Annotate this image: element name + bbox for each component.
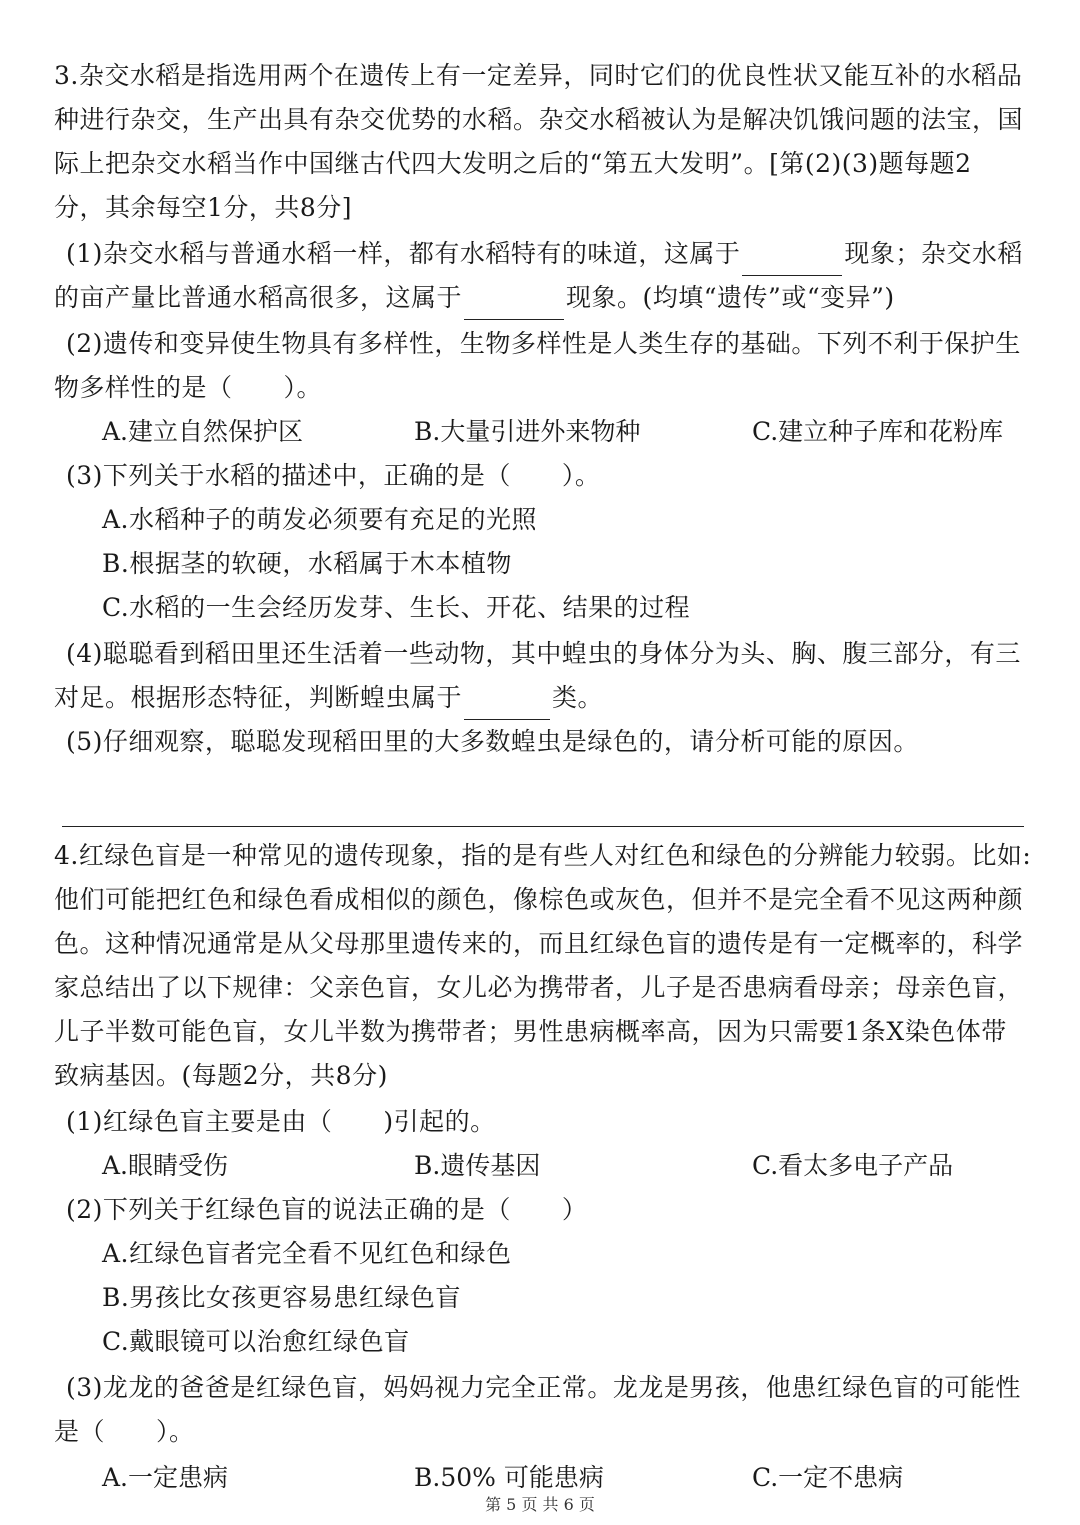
q4-intro-line: 色。这种情况通常是从父母那里遗传来的，而且红绿色盲的遗传是有一定概率的，科学 (54, 929, 1024, 958)
answer-line[interactable] (62, 826, 1024, 827)
option-c[interactable]: C.建立种子库和花粉库 (752, 417, 1004, 446)
q3-part2-line2: 物多样性的是（ ）。 (54, 373, 323, 402)
q4-part2-line: (2)下列关于红绿色盲的说法正确的是（ ） (66, 1195, 588, 1224)
fill-blank[interactable] (464, 289, 564, 320)
option-a[interactable]: A.红绿色盲者完全看不见红色和绿色 (102, 1239, 512, 1268)
option-b[interactable]: B.根据茎的软硬，水稻属于木本植物 (102, 549, 512, 578)
option-a[interactable]: A.一定患病 (102, 1463, 229, 1492)
q4-intro-line: 4.红绿色盲是一种常见的遗传现象，指的是有些人对红色和绿色的分辨能力较弱。比如: (54, 841, 1032, 870)
q3-part4-line1: (4)聪聪看到稻田里还生活着一些动物，其中蝗虫的身体分为头、胸、腹三部分，有三 (66, 639, 1021, 668)
q3-intro-line: 3.杂交水稻是指选用两个在遗传上有一定差异，同时它们的优良性状又能互补的水稻品 (54, 61, 1023, 90)
q3-part1-line1 (66, 232, 1046, 276)
q3-part1-text: 现象；杂交水稻 (844, 239, 1023, 268)
q4-part1-options (102, 1144, 1032, 1188)
q3-part3-line: (3)下列关于水稻的描述中，正确的是（ ）。 (66, 461, 601, 490)
q4-part1-line: (1)红绿色盲主要是由（ )引起的。 (66, 1107, 496, 1136)
q4-part3-line1: (3)龙龙的爸爸是红绿色盲，妈妈视力完全正常。龙龙是男孩，他患红绿色盲的可能性 (66, 1373, 1021, 1402)
q3-part1-text: 现象。(均填“遗传”或“变异”) (566, 283, 895, 312)
q4-intro-line: 致病基因。(每题2分，共8分) (54, 1061, 388, 1090)
option-c[interactable]: C.看太多电子产品 (752, 1151, 954, 1180)
q3-part4-line2 (54, 676, 1034, 720)
page-number: 第 5 页 共 6 页 (485, 1495, 595, 1514)
option-b[interactable]: B.50% 可能患病 (414, 1463, 604, 1492)
option-b[interactable]: B.男孩比女孩更容易患红绿色盲 (102, 1283, 461, 1312)
option-c[interactable]: C.一定不患病 (752, 1463, 904, 1492)
q4-intro-line: 儿子半数可能色盲，女儿半数为携带者；男性患病概率高，因为只需要1条X染色体带 (54, 1017, 1007, 1046)
q4-intro-line: 他们可能把红色和绿色看成相似的颜色，像棕色或灰色，但并不是完全看不见这两种颜 (54, 885, 1024, 914)
fill-blank[interactable] (464, 689, 550, 720)
q3-part1-line2 (54, 276, 1034, 320)
q3-part2-line1: (2)遗传和变异使生物具有多样性，生物多样性是人类生存的基础。下列不利于保护生 (66, 329, 1021, 358)
option-a[interactable]: A.建立自然保护区 (102, 417, 304, 446)
q3-part4-text: 类。 (552, 683, 604, 712)
q3-part1-text: 的亩产量比普通水稻高很多，这属于 (54, 283, 463, 312)
q4-intro-line: 家总结出了以下规律：父亲色盲，女儿必为携带者，儿子是否患病看母亲；母亲色盲， (54, 973, 1024, 1002)
option-a[interactable]: A.水稻种子的萌发必须要有充足的光照 (102, 505, 538, 534)
option-b[interactable]: B.大量引进外来物种 (414, 417, 641, 446)
q3-part5-line: (5)仔细观察，聪聪发现稻田里的大多数蝗虫是绿色的，请分析可能的原因。 (66, 727, 919, 756)
option-c[interactable]: C.戴眼镜可以治愈红绿色盲 (102, 1327, 410, 1356)
q3-part1-text: (1)杂交水稻与普通水稻一样，都有水稻特有的味道，这属于 (66, 239, 741, 268)
q3-intro-line: 种进行杂交，生产出具有杂交优势的水稻。杂交水稻被认为是解决饥饿问题的法宝，国 (54, 105, 1024, 134)
q4-part3-line2: 是（ ）。 (54, 1417, 195, 1446)
q3-intro-line: 分，其余每空1分，共8分] (54, 193, 353, 222)
q3-intro-line: 际上把杂交水稻当作中国继古代四大发明之后的“第五大发明”。[第(2)(3)题每题2 (54, 149, 972, 178)
q3-part2-options (102, 410, 1032, 454)
option-b[interactable]: B.遗传基因 (414, 1151, 541, 1180)
q3-part4-text: 对足。根据形态特征，判断蝗虫属于 (54, 683, 463, 712)
option-c[interactable]: C.水稻的一生会经历发芽、生长、开花、结果的过程 (102, 593, 691, 622)
fill-blank[interactable] (742, 245, 842, 276)
option-a[interactable]: A.眼睛受伤 (102, 1151, 229, 1180)
